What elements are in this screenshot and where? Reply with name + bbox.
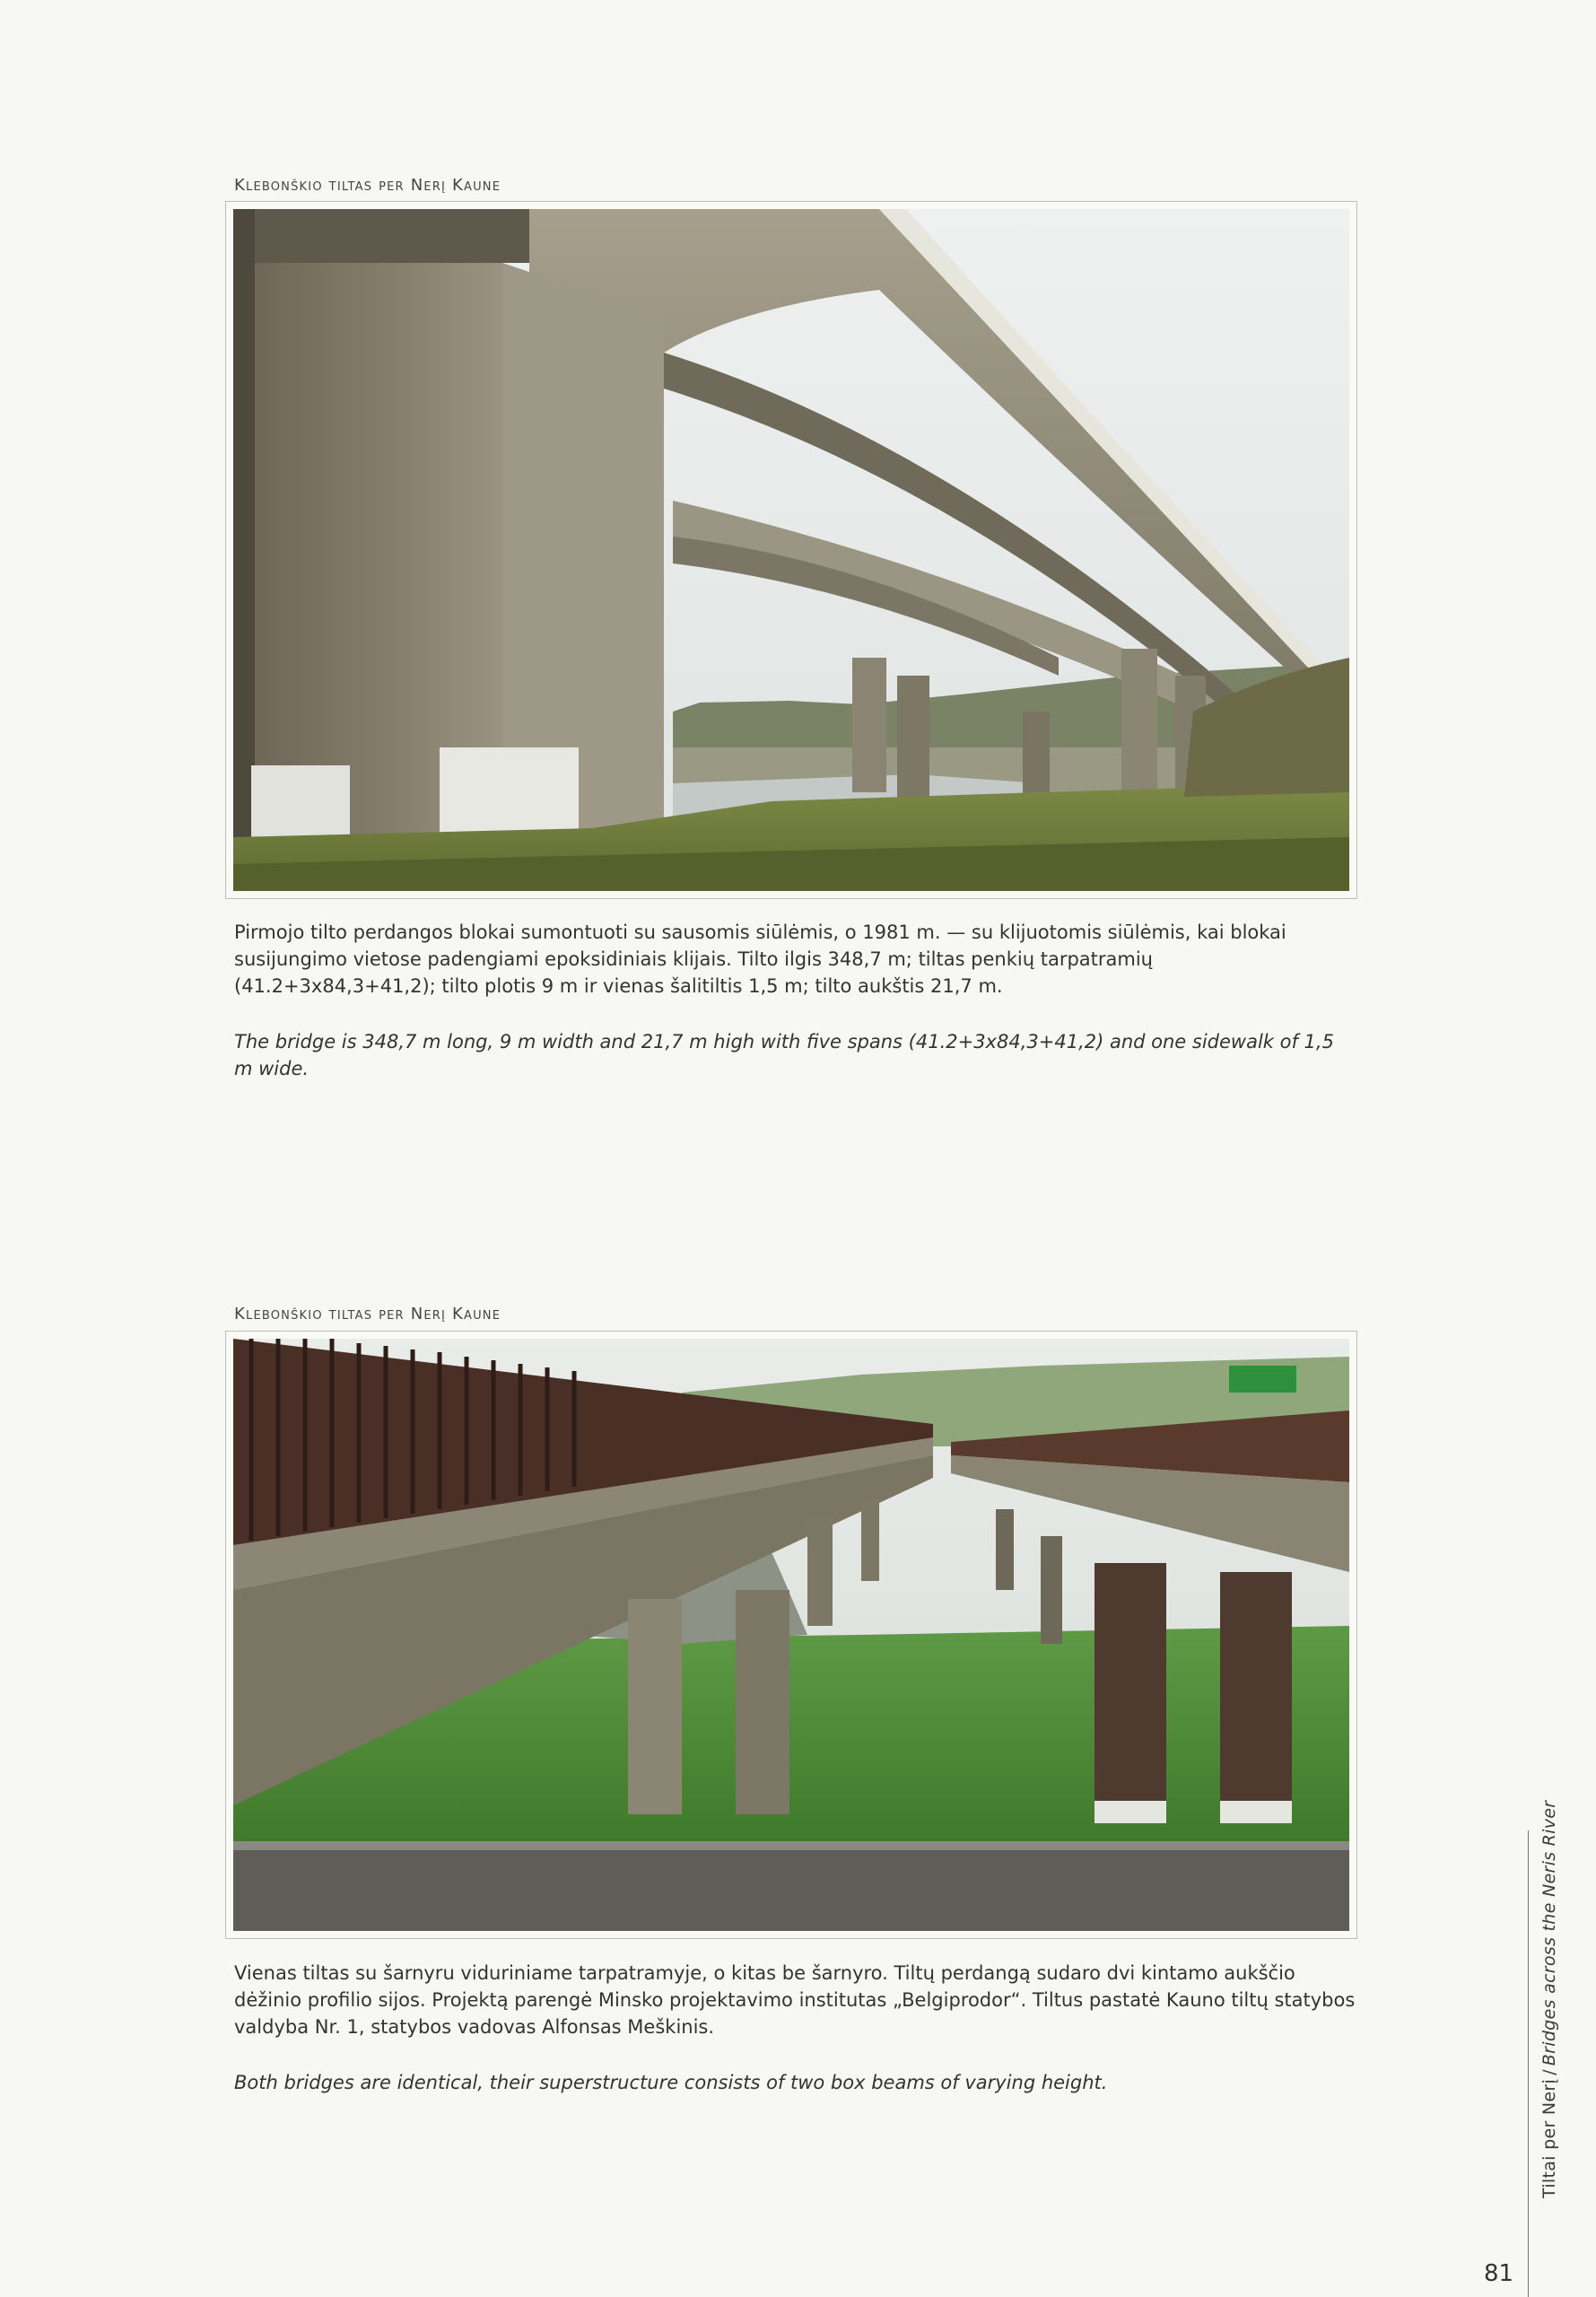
section-1-caption-en: The bridge is 348,7 m long, 9 m width and 21,7 m high with five spans (41.2+3x84,3+41,2) and one sidewalk of 1,5 m wide.: [234, 1031, 1334, 1079]
bridge-underside-photo: [233, 209, 1349, 891]
section-1-photo: [233, 209, 1349, 891]
sidebar-title-lt: Tiltai per Nerį: [1539, 2078, 1559, 2198]
sidebar-divider: [1528, 1830, 1529, 2297]
sidebar-title-en: Bridges across the Neris River: [1539, 1800, 1559, 2066]
section-1-title: Klebonškio tiltas per Nerį Kaune: [234, 176, 501, 195]
section-1-caption-lt: Pirmojo tilto perdangos blokai sumontuoti su sausomis siūlėmis, o 1981 m. — su klijuotomis siūlėmis, kai blokai susijungimo vietose padengiami epoksidiniais klijais. Tilto ilgis 348,7 m; tiltas penkių tarpatramių (41.2+3x84,3+41,2); tilto plotis 9 m ir vienas šalitiltis 1,5 m; tilto aukštis 21,7 m.: [234, 921, 1286, 997]
section-1-photo-frame: [225, 201, 1357, 899]
twin-bridges-photo: [233, 1339, 1349, 1931]
section-2-caption-en: Both bridges are identical, their superstructure consists of two box beams of varying height.: [234, 2072, 1108, 2093]
sidebar-running-title: [1539, 1801, 1559, 2198]
section-2-caption-lt: Vienas tiltas su šarnyru viduriniame tarpatramyje, o kitas be šarnyro. Tiltų perdangą sudaro dvi kintamo aukščio dėžinio profilio sijos. Projektą parengė Minsko projektavimo institutas „Belgiprodor“. Tiltus pastatė Kauno tiltų statybos valdyba Nr. 1, statybos vadovas Alfonsas Meškinis.: [234, 1962, 1356, 2038]
page-number: 81: [1484, 2260, 1514, 2287]
section-2-photo-frame: [225, 1331, 1357, 1939]
sidebar-title-separator: /: [1539, 2069, 1559, 2075]
section-2-title: Klebonškio tiltas per Nerį Kaune: [234, 1305, 501, 1323]
section-2-photo: [233, 1339, 1349, 1931]
